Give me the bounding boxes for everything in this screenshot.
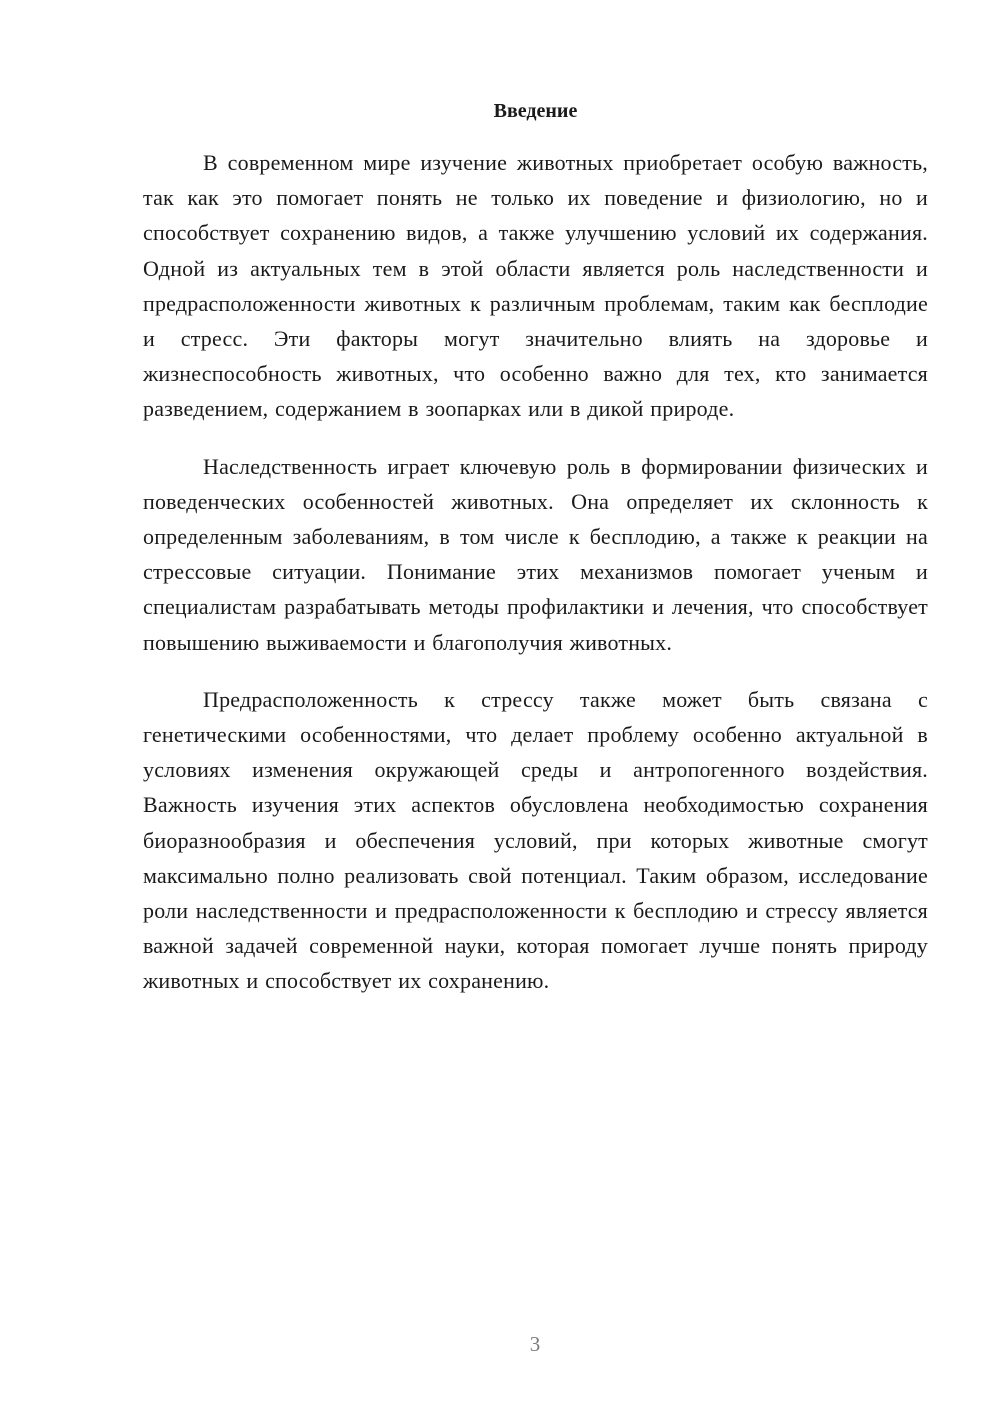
paragraph-3: Предрасположенность к стрессу также может быть связана с генетическими особенностями, что делает проблему особенно актуальной в условиях изменения окружающей среды и антропогенного воздействия. Важность изучения этих аспектов обусловлена необходимостью сохранения биоразнообразия и обеспечения условий, при которых животные смогут максимально полно реализовать свой потенциал. Таким образом, исследование роли наследственности и предрасположенности к бесплодию и стрессу является важной задачей современной науки, которая помогает лучше понять природу животных и способствует их сохранению.	[143, 686, 928, 994]
page-body	[143, 95, 928, 1021]
section-title: Введение	[493, 100, 578, 122]
paragraph-2: Наследственность играет ключевую роль в формировании физических и поведенческих особенностей животных. Она определяет их склонность к определенным заболеваниям, в том числе к бесплодию, а также к реакции на стрессовые ситуации. Понимание этих механизмов помогает ученым и специалистам разрабатывать методы профилактики и лечения, что способствует повышению выживаемости и благополучия животных.	[143, 453, 928, 655]
page-number: 3	[529, 1332, 541, 1356]
paragraph-1: В современном мире изучение животных приобретает особую важность, так как это помогает понять не только их поведение и физиологию, но и способствует сохранению видов, а также улучшению условий их содержания. Одной из актуальных тем в этой области является роль наследственности и предрасположенности животных к различным проблемам, таким как бесплодие и стресс. Эти факторы могут значительно влиять на здоровье и жизнеспособность животных, что особенно важно для тех, кто занимается разведением, содержанием в зоопарках или в дикой природе.	[143, 150, 928, 422]
